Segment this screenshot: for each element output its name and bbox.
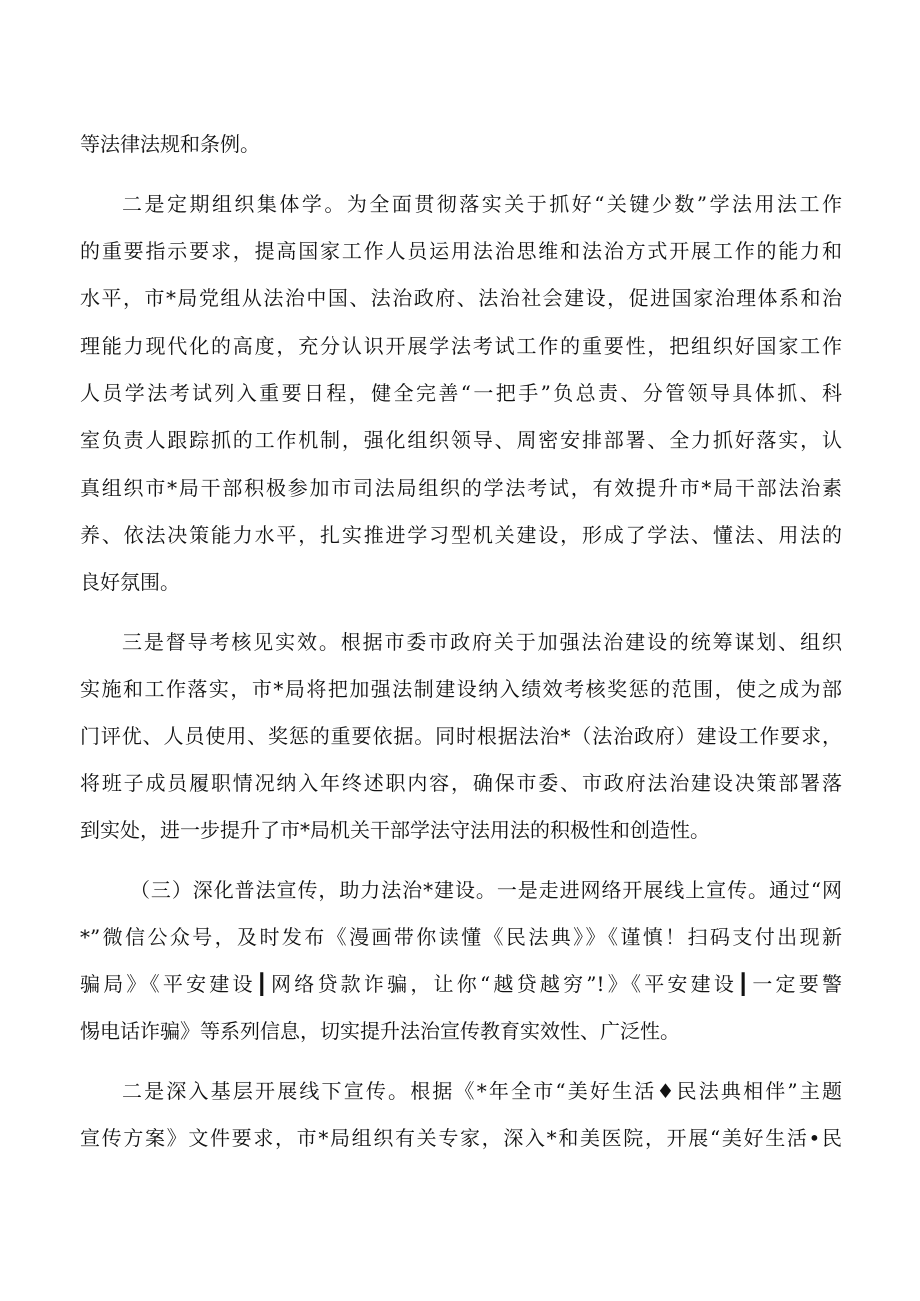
text-line: 养、依法决策能力水平，扎实推进学习型机关建设，形成了学法、懂法、用法的 bbox=[80, 523, 842, 547]
text-line: 等法律法规和条例。 bbox=[80, 132, 260, 156]
text-line: 骗局》《平安建设┃网络贷款诈骗，让你“越贷越穷”!》《平安建设┃一定要警 bbox=[80, 972, 842, 996]
text-line: 将班子成员履职情况纳入年终述职内容，确保市委、市政府法治建设决策部署落 bbox=[80, 771, 842, 795]
text-line: 理能力现代化的高度，充分认识开展学法考试工作的重要性，把组织好国家工作 bbox=[80, 334, 842, 358]
text-line: （三）深化普法宣传，助力法治*建设。一是走进网络开展线上宣传。通过“网 bbox=[130, 878, 842, 902]
text-line: 水平，市*局党组从法治中国、法治政府、法治社会建设，促进国家治理体系和治 bbox=[80, 286, 842, 310]
text-line: 良好氛围。 bbox=[80, 570, 180, 594]
text-line: 宣传方案》文件要求，市*局组织有关专家，深入*和美医院，开展“美好生活•民 bbox=[80, 1126, 842, 1150]
text-line: 二是定期组织集体学。为全面贯彻落实关于抓好“关键少数”学法用法工作 bbox=[122, 192, 842, 216]
text-line: 人员学法考试列入重要日程，健全完善“一把手”负总责、分管领导具体抓、科 bbox=[80, 381, 842, 405]
text-line: 门评优、人员使用、奖惩的重要依据。同时根据法治*（法治政府）建设工作要求， bbox=[80, 724, 842, 748]
text-line: 到实处，进一步提升了市*局机关干部学法守法用法的积极性和创造性。 bbox=[80, 818, 710, 842]
text-line: *”微信公众号，及时发布《漫画带你读懂《民法典》》《谨慎！扫码支付出现新 bbox=[80, 925, 842, 949]
text-line: 惕电话诈骗》等系列信息，切实提升法治宣传教育实效性、广泛性。 bbox=[80, 1019, 680, 1043]
text-line: 实施和工作落实，市*局将把加强法制建设纳入绩效考核奖惩的范围，使之成为部 bbox=[80, 677, 842, 701]
text-line: 的重要指示要求，提高国家工作人员运用法治思维和法治方式开展工作的能力和 bbox=[80, 239, 842, 263]
text-line: 二是深入基层开展线下宣传。根据《*年全市“美好生活♦民法典相伴”主题 bbox=[122, 1079, 842, 1103]
text-line: 真组织市*局干部积极参加市司法局组织的学法考试，有效提升市*局干部法治素 bbox=[80, 476, 842, 500]
text-line: 室负责人跟踪抓的工作机制，强化组织领导、周密安排部署、全力抓好落实，认 bbox=[80, 428, 842, 452]
text-line: 三是督导考核见实效。根据市委市政府关于加强法治建设的统筹谋划、组织 bbox=[122, 630, 842, 654]
